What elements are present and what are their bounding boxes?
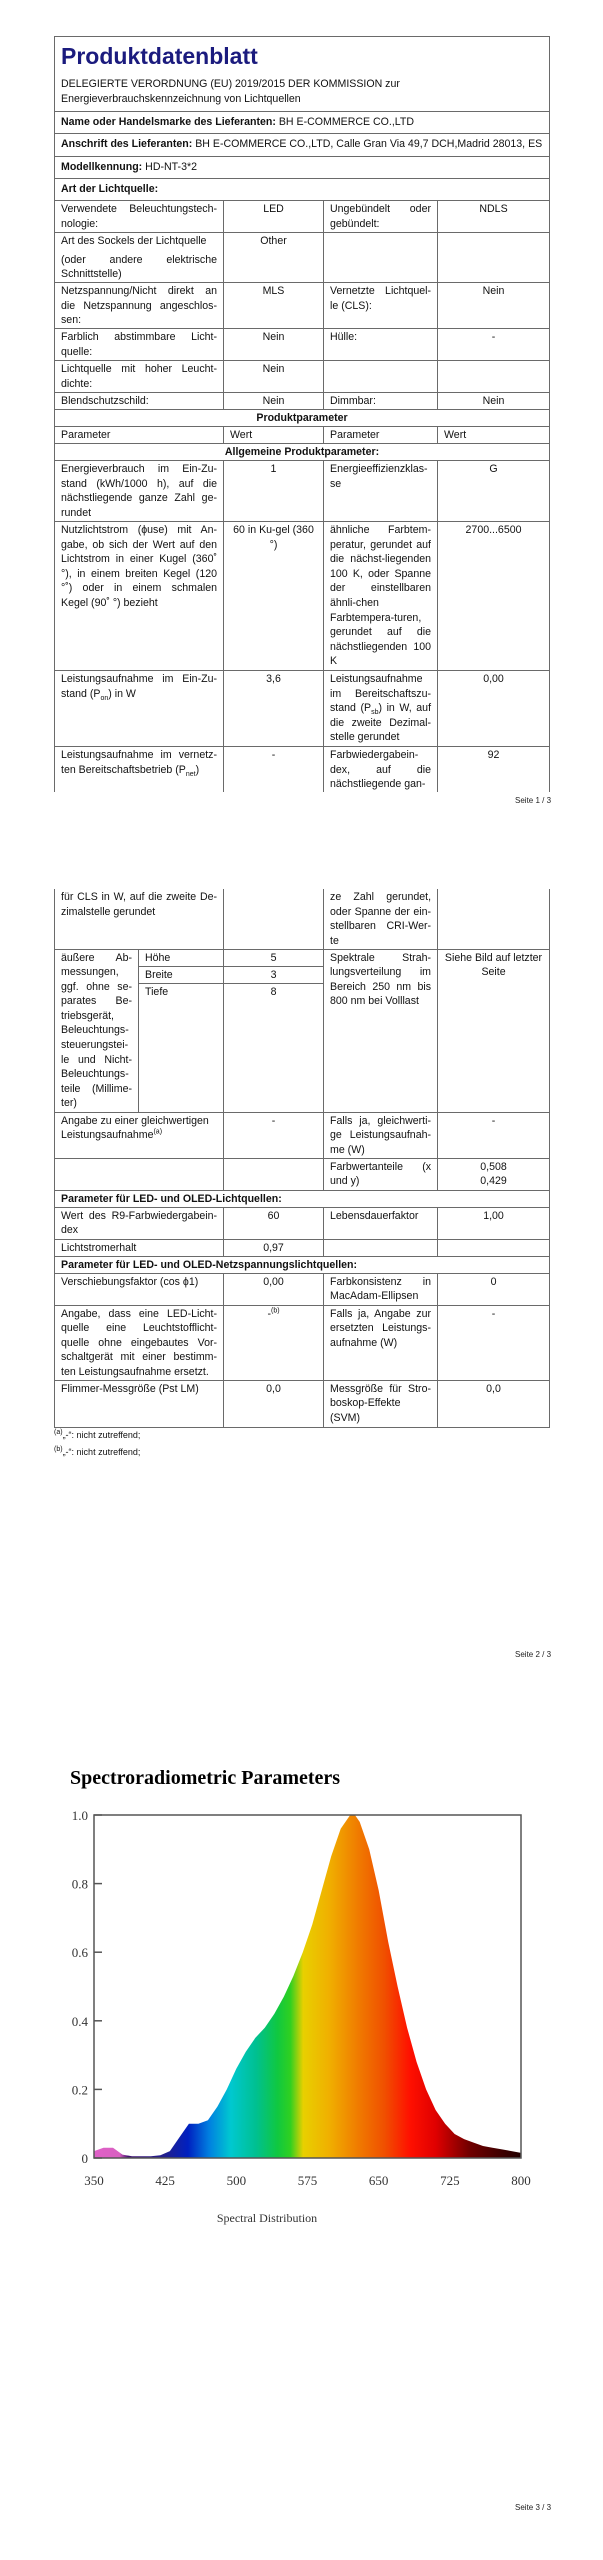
value: HD-NT-3*2 (145, 161, 197, 173)
x-tick-label: 650 (368, 2173, 389, 2188)
empty-cell (438, 889, 550, 949)
table-row (55, 671, 550, 747)
x-tick-label: 725 (440, 2173, 460, 2188)
param-value: - (224, 1112, 324, 1158)
param-label: Ungebündelt oder gebündelt: (324, 201, 438, 233)
param-value: - (438, 329, 550, 361)
y-tick-label: 0 (81, 2151, 88, 2166)
height-value: 5 (224, 949, 324, 966)
subscript: net (185, 770, 196, 778)
light-source-type-heading: Art der Lichtquelle: (55, 179, 550, 201)
param-label: Lichtstromerhalt (55, 1239, 224, 1256)
depth-label: Tiefe (139, 983, 224, 1112)
table-row (55, 461, 550, 522)
table-row (55, 283, 550, 329)
supplier-name-row (55, 112, 550, 134)
text: - (267, 1307, 271, 1320)
y-tick-label: 0.2 (71, 2082, 88, 2098)
param-label: Nutzlichtstrom (ϕuse) mit An-gabe, ob sich der Wert auf den Lichtstrom in einer Kugel (360˚ °), in einem breiten Kegel (120 °˚) oder in einem schmalen Kegel (90˚ °) bezieht (55, 522, 224, 671)
param-label: ähnliche Farbtem-peratur, gerundet auf die nächst-liegenden 100 K, oder Spanne der einstellbaren ähnli-chen Farbtempera-turen, gerundet auf die nächstliegenden 100 K (324, 522, 438, 671)
param-value: LED (224, 201, 324, 233)
param-label (55, 233, 224, 283)
table-row (55, 1305, 550, 1380)
column-header: Parameter (55, 427, 224, 444)
footnote-text: „-“: nicht zutreffend; (62, 1447, 141, 1457)
param-value: 0,00 (438, 671, 550, 747)
param-value: Nein (224, 393, 324, 410)
param-value (438, 1158, 550, 1190)
table-row (55, 1112, 550, 1158)
param-label: Flimmer-Messgröße (Pst LM) (55, 1380, 224, 1427)
title-block (55, 37, 550, 112)
footnote-mark: (b) (54, 1446, 63, 1453)
param-value: Nein (438, 283, 550, 329)
param-label: Blendschutzschild: (55, 393, 224, 410)
page-footer: Seite 2 / 3 (515, 1650, 552, 1659)
y-tick-label: 0.6 (71, 1945, 88, 1961)
param-value: 60 (224, 1207, 324, 1239)
table-row (55, 522, 550, 671)
param-label: Wert des R9-Farbwiedergabein-dex (55, 1207, 224, 1239)
param-value: - (438, 1112, 550, 1158)
x-tick-label: 500 (226, 2173, 247, 2188)
param-label: Farbkonsistenz in MacAdam-Ellipsen (324, 1273, 438, 1305)
param-value: 3,6 (224, 671, 324, 747)
table-row (55, 329, 550, 361)
table-row (55, 201, 550, 233)
param-label: Energieverbrauch im Ein-Zu-stand (kWh/1000 h), auf die nächstliegende ganze Zahl ge-rundet (55, 461, 224, 522)
table-row (55, 1380, 550, 1427)
table-row (55, 747, 550, 792)
table-row (55, 361, 550, 393)
empty-cell (438, 233, 550, 283)
text: ) in W, auf die zweite Dezimal-stelle gerundet (330, 702, 432, 744)
regulation-line: DELEGIERTE VERORDNUNG (EU) 2019/2015 DER KOMMISSION zur (61, 78, 400, 90)
y-tick-label: 0.8 (71, 1876, 88, 1892)
table-row (55, 1207, 550, 1239)
param-value: 1,00 (438, 1207, 550, 1239)
param-label: Verschiebungsfaktor (cos ϕ1) (55, 1273, 224, 1305)
column-header: Wert (438, 427, 550, 444)
label: Modellkennung: (61, 161, 143, 173)
section-heading: Parameter für LED- und OLED-Netzspannungslichtquellen: (55, 1256, 550, 1273)
param-value: - (224, 747, 324, 792)
param-value: 2700...6500 (438, 522, 550, 671)
empty-cell (55, 1158, 224, 1190)
param-value: 1 (224, 461, 324, 522)
column-header-row (55, 427, 550, 444)
param-value: 92 (438, 747, 550, 792)
table-row (55, 393, 550, 410)
param-label: Dimmbar: (324, 393, 438, 410)
chart-title: Spectroradiometric Parameters (70, 1767, 341, 1789)
param-label: Lichtquelle mit hoher Leucht-dichte: (55, 361, 224, 393)
footnote (54, 1447, 140, 1457)
param-label: Spektrale Strah-lungsverteilung im Bereich 250 nm bis 800 nm bei Volllast (324, 949, 438, 1112)
empty-cell (224, 1158, 324, 1190)
param-value: Other (224, 233, 324, 283)
text: Leistungsaufnahme im Bereitschaftszu-stand (P (330, 673, 431, 715)
param-value: 0,00 (224, 1273, 324, 1305)
page-title: Produktdatenblatt (61, 43, 258, 69)
param-label: für CLS in W, auf die zweite De-zimalstelle gerundet (55, 889, 224, 949)
model-row (55, 157, 550, 179)
x-axis-label: Spectral Distribution (216, 2211, 318, 2225)
footnote-mark: (a) (153, 1128, 163, 1136)
chroma-y: 0,429 (480, 1175, 507, 1188)
table-row (55, 1239, 550, 1256)
x-tick-label: 425 (155, 2173, 175, 2188)
empty-cell (324, 1239, 438, 1256)
text: Leistungsaufnahme im vernetz-ten Bereitschaftsbetrieb (P (61, 749, 217, 776)
param-value: 60 in Ku-gel (360 °) (224, 522, 324, 671)
page-footer: Seite 1 / 3 (515, 796, 552, 805)
param-value: Siehe Bild auf letzter Seite (438, 949, 550, 1112)
footnote-mark: (a) (54, 1429, 63, 1436)
label-line: Art des Sockels der Lichtquelle (61, 235, 207, 247)
param-value: Nein (224, 329, 324, 361)
param-label (324, 671, 438, 747)
param-value: NDLS (438, 201, 550, 233)
param-label: Farbwiedergabein-dex, auf die nächstliegende gan- (324, 747, 438, 792)
section-heading: Parameter für LED- und OLED-Lichtquellen: (55, 1190, 550, 1207)
x-tick-label: 350 (84, 2173, 104, 2188)
param-value: 0 (438, 1273, 550, 1305)
table-row (55, 949, 550, 966)
datasheet-page1-table (54, 36, 550, 792)
param-value: 0,97 (224, 1239, 324, 1256)
param-label: Energieeffizienzklas-se (324, 461, 438, 522)
y-tick-label: 1.0 (71, 1808, 88, 1823)
param-label: Lebensdauerfaktor (324, 1207, 438, 1239)
param-value: Nein (438, 393, 550, 410)
param-label: Messgröße für Stro-boskop-Effekte (SVM) (324, 1380, 438, 1427)
table-row (55, 233, 550, 283)
param-value: - (438, 1305, 550, 1380)
param-label: Farblich abstimmbare Licht-quelle: (55, 329, 224, 361)
param-label: Angabe, dass eine LED-Licht-quelle eine Leuchtstofflicht-quelle ohne eingebautes Vor-schaltgerät mit einer bestimm-ten Leistungsaufnahme ersetzt. (55, 1305, 224, 1380)
param-value: 0,0 (438, 1380, 550, 1427)
empty-cell (324, 361, 438, 393)
empty-cell (224, 889, 324, 949)
value: BH E-COMMERCE CO.,LTD (278, 116, 415, 128)
param-value: G (438, 461, 550, 522)
text: ) (195, 763, 200, 776)
depth-value: 8 (224, 983, 324, 1112)
param-value (224, 1305, 324, 1380)
height-label: Höhe (139, 949, 224, 966)
y-tick-label: 0.4 (71, 2013, 88, 2029)
plot-area (72, 1808, 531, 2188)
x-tick-label: 575 (297, 2173, 318, 2188)
param-label: Netzspannung/Nicht direkt an die Netzspannung angeschlos-sen: (55, 283, 224, 329)
column-header: Parameter (324, 427, 438, 444)
text: Leistungsaufnahme im Ein-Zu-stand (P (61, 673, 217, 700)
text: ) in W (108, 687, 136, 700)
table-row (55, 889, 550, 949)
param-label: Vernetzte Lichtquel-le (CLS): (324, 283, 438, 329)
footnote (54, 1430, 140, 1440)
param-label (55, 1112, 224, 1158)
section-heading: Allgemeine Produktparameter: (55, 444, 550, 461)
param-label (55, 747, 224, 792)
footnote-text: „-“: nicht zutreffend; (62, 1430, 141, 1440)
width-label: Breite (139, 966, 224, 983)
footnote-mark: (b) (271, 1306, 280, 1314)
value: BH E-COMMERCE CO.,LTD, Calle Gran Via 49,7 DCH,Madrid 28013, ES (195, 138, 543, 150)
spectral-distribution-chart (0, 1740, 603, 2240)
param-label: ze Zahl gerundet, oder Spanne der ein-stellbaren CRI-Wer-te (324, 889, 438, 949)
param-value: Nein (224, 361, 324, 393)
dimensions-label: äußere Ab-messungen, ggf. ohne se-parates Be-triebsgerät, Beleuchtungs-steuerungstei-le und Nicht-Beleuchtungs-teile (Millime-ter) (55, 949, 139, 1112)
spectrum-area (94, 1815, 521, 2158)
empty-cell (438, 1239, 550, 1256)
table-row (55, 1273, 550, 1305)
table-row (55, 1158, 550, 1190)
page-footer: Seite 3 / 3 (515, 2503, 552, 2512)
section-heading: Produktparameter (55, 410, 550, 427)
label: Name oder Handelsmarke des Lieferanten: (61, 116, 276, 128)
param-value: MLS (224, 283, 324, 329)
label-line: (oder andere elektrische Schnittstelle) (61, 253, 217, 281)
param-label: Falls ja, gleichwerti-ge Leistungsaufnah-me (W) (324, 1112, 438, 1158)
label: Anschrift des Lieferanten: (61, 138, 193, 150)
param-label (55, 671, 224, 747)
empty-cell (324, 233, 438, 283)
subscript: on (100, 694, 109, 702)
column-header: Wert (224, 427, 324, 444)
supplier-address-row (55, 134, 550, 157)
regulation-line: Energieverbrauchskennzeichnung von Lichtquellen (61, 93, 301, 105)
text: Angabe zu einer gleichwertigen Leistungsaufnahme (61, 1114, 209, 1142)
chroma-x: 0,508 (480, 1160, 507, 1173)
datasheet-page2-table (54, 889, 550, 1428)
param-label: Verwendete Beleuchtungstech-nologie: (55, 201, 224, 233)
param-label: Farbwertanteile (x und y) (324, 1158, 438, 1190)
subscript: sb (371, 709, 379, 717)
regulation-text (61, 77, 543, 107)
empty-cell (438, 361, 550, 393)
param-value: 0,0 (224, 1380, 324, 1427)
param-label: Hülle: (324, 329, 438, 361)
x-tick-label: 800 (511, 2173, 531, 2188)
width-value: 3 (224, 966, 324, 983)
param-label: Falls ja, Angabe zur ersetzten Leistungs-aufnahme (W) (324, 1305, 438, 1380)
